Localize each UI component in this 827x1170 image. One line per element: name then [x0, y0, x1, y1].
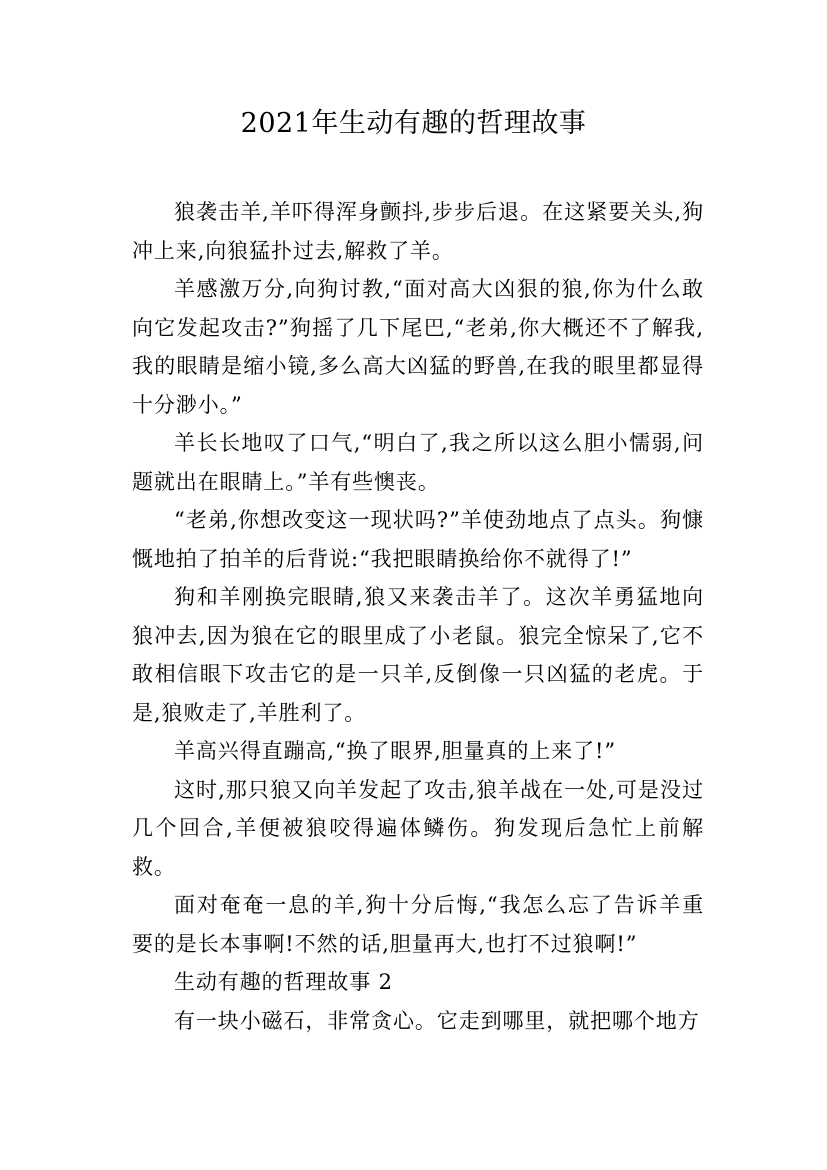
paragraph: 有一块小磁石，非常贪心。它走到哪里，就把哪个地方 [174, 1008, 700, 1033]
paragraph: “老弟,你想改变这一现状吗?”羊使劲地点了点头。狗慷慨地拍了拍羊的后背说:“我把眼睛换给你不就得了!” [132, 508, 704, 571]
document-title: 2021年生动有趣的哲理故事 [240, 108, 587, 139]
section-heading: 生动有趣的哲理故事 2 [174, 970, 393, 994]
paragraph: 面对奄奄一息的羊,狗十分后悔,“我怎么忘了告诉羊重要的是长本事啊!不然的话,胆量再大,也打不过狼啊!” [132, 893, 704, 956]
paragraph: 狼袭击羊,羊吓得浑身颤抖,步步后退。在这紧要关头,狗冲上来,向狼猛扑过去,解救了羊。 [132, 200, 704, 263]
paragraph: 这时,那只狼又向羊发起了攻击,狼羊战在一处,可是没过几个回合,羊便被狼咬得遍体鳞伤。狗发现后急忙上前解救。 [132, 777, 704, 879]
paragraph: 羊感激万分,向狗讨教,“面对高大凶狠的狼,你为什么敢向它发起攻击?”狗摇了几下尾巴,“老弟,你大概还不了解我,我的眼睛是缩小镜,多么高大凶猛的野兽,在我的眼里都显得十分渺小。” [132, 277, 704, 417]
paragraph: 狗和羊刚换完眼睛,狼又来袭击羊了。这次羊勇猛地向狼冲去,因为狼在它的眼里成了小老鼠。狼完全惊呆了,它不敢相信眼下攻击它的是一只羊,反倒像一只凶猛的老虎。于是,狼败走了,羊胜利了。 [132, 585, 704, 725]
paragraph: 羊高兴得直蹦高,“换了眼界,胆量真的上来了!” [174, 739, 616, 763]
paragraph: 羊长长地叹了口气,“明白了,我之所以这么胆小懦弱,问题就出在眼睛上。”羊有些懊丧。 [132, 431, 704, 494]
document-body [132, 193, 704, 1040]
